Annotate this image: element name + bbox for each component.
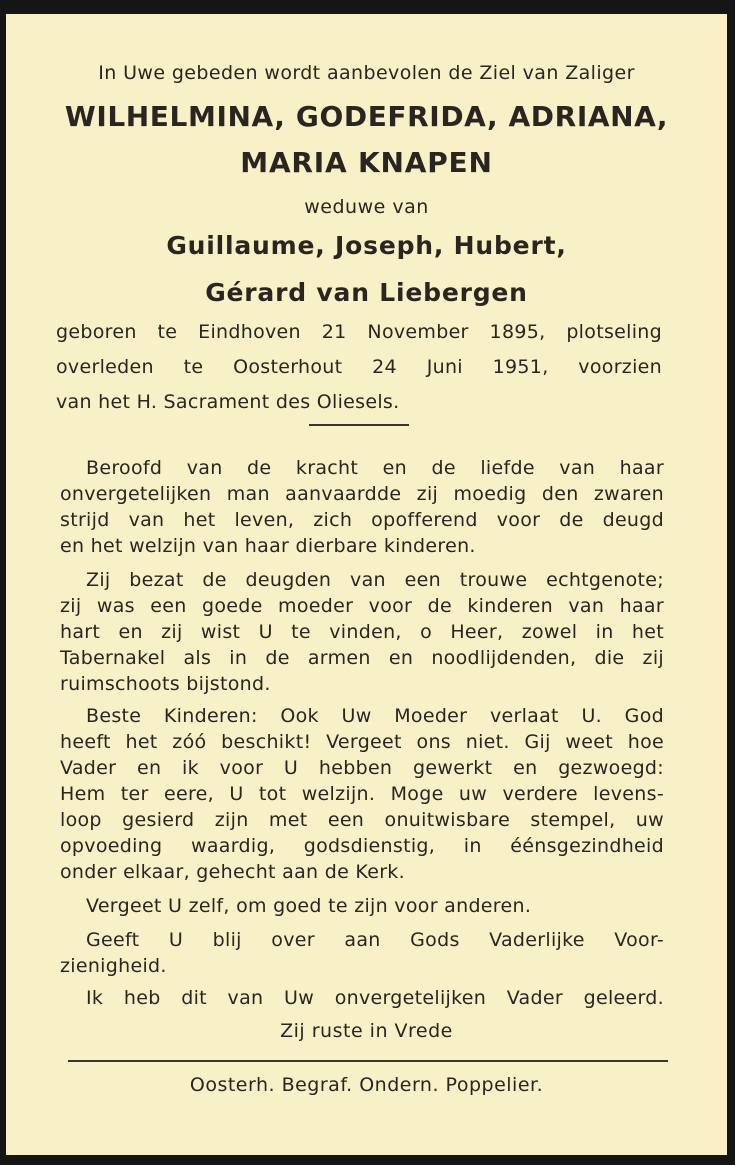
paragraph3-line: onder elkaar, gehecht aan de Kerk.: [60, 861, 405, 883]
husband-name-line1: Guillaume, Joseph, Hubert,: [166, 231, 567, 260]
paragraph2-line: hart en zij wist U te vinden, o Heer, zowel in het: [60, 621, 664, 643]
paragraph6-line: Ik heb dit van Uw onvergetelijken Vader geleerd.: [86, 987, 664, 1009]
short-divider: [309, 424, 409, 426]
deceased-name-line1: WILHELMINA, GODEFRIDA, ADRIANA,: [64, 100, 669, 133]
paragraph1-line: onvergetelijken man aanvaardde zij moedig den zwaren: [60, 483, 664, 505]
paragraph1-line: strijd van het leven, zich opofferend voor de deugd: [60, 509, 664, 531]
paragraph5-line: Geeft U blij over aan Gods Vaderlijke Voor-: [86, 929, 664, 951]
closing-line: Zij ruste in Vrede: [280, 1020, 453, 1042]
paragraph2-line: Zij bezat de deugden van een trouwe echtgenote;: [86, 569, 664, 591]
paragraph3-line: heeft het zóó beschikt! Vergeet ons niet. Gij weet hoe: [60, 731, 664, 753]
paragraph2-line: zij was een goede moeder voor de kinderen van haar: [60, 595, 664, 617]
paragraph1-line: en het welzijn van haar dierbare kinderen.: [60, 535, 476, 557]
paragraph3-line: loop gesierd zijn met een onuitwisbare stempel, uw: [60, 809, 664, 831]
intro-line: In Uwe gebeden wordt aanbevolen de Ziel van Zaliger: [98, 62, 635, 84]
bio-line: van het H. Sacrament des Oliesels.: [56, 391, 400, 413]
deceased-name-line2: MARIA KNAPEN: [240, 146, 493, 179]
paragraph2-line: ruimschoots bijstond.: [60, 673, 271, 695]
paragraph2-line: Tabernakel als in de armen en noodlijdenden, die zij: [60, 647, 664, 669]
bio-line: overleden te Oosterhout 24 Juni 1951, voorzien: [56, 356, 662, 378]
relation-line: weduwe van: [304, 196, 429, 218]
bio-line: geboren te Eindhoven 21 November 1895, plotseling: [56, 321, 662, 343]
paragraph4-line: Vergeet U zelf, om goed te zijn voor anderen.: [86, 895, 532, 917]
paragraph3-line: Beste Kinderen: Ook Uw Moeder verlaat U. God: [86, 705, 664, 727]
paragraph3-line: opvoeding waardig, godsdienstig, in éénsgezindheid: [60, 835, 664, 857]
paragraph5-line: zienigheid.: [60, 955, 167, 977]
memorial-card: [6, 14, 727, 1155]
paragraph3-line: Vader en ik voor U hebben gewerkt en gezwoegd:: [60, 757, 664, 779]
paragraph3-line: Hem ter eere, U tot welzijn. Moge uw verdere levens-: [60, 783, 664, 805]
paragraph1-line: Beroofd van de kracht en de liefde van haar: [86, 457, 664, 479]
husband-name-line2: Gérard van Liebergen: [205, 278, 528, 307]
printer-credit: Oosterh. Begraf. Ondern. Poppelier.: [189, 1074, 544, 1096]
bottom-divider: [68, 1060, 668, 1062]
